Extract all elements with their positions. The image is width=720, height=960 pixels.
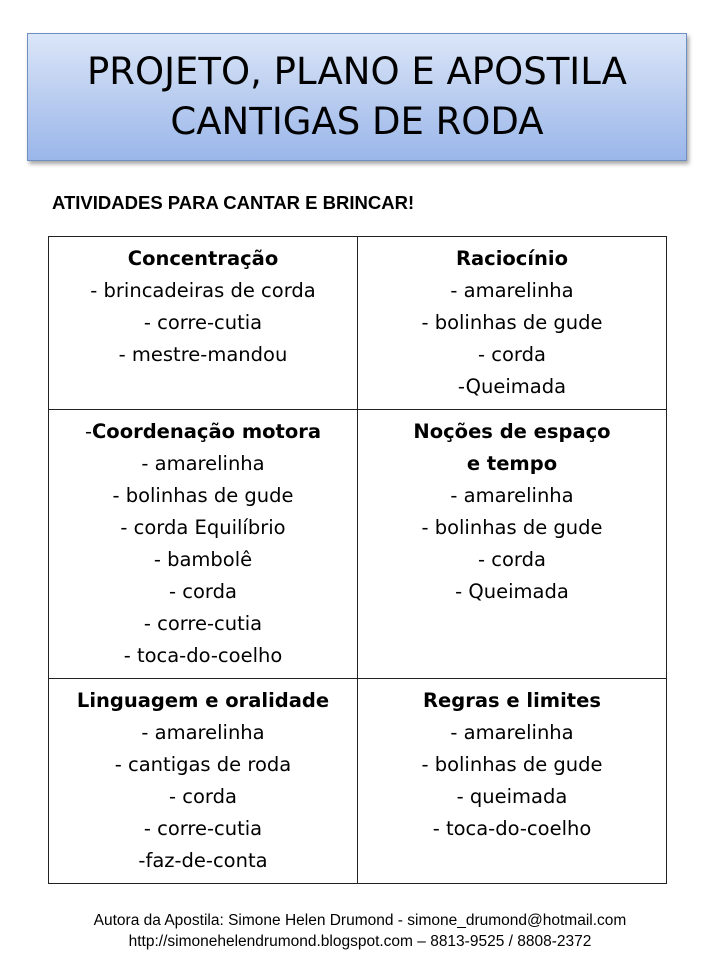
cell-raciocinio — [358, 237, 667, 410]
footer-contact: http://simonehelendrumond.blogspot.com – 8813-9525 / 8808-2372 — [128, 933, 592, 950]
list-item: - bolinhas de gude — [112, 484, 294, 507]
footer-credits — [0, 910, 720, 952]
page-title-line-2: CANTIGAS DE RODA — [170, 100, 544, 143]
list-item: - corda — [478, 343, 546, 366]
table-row — [49, 679, 667, 884]
activities-table — [48, 236, 667, 884]
cell-title — [55, 416, 351, 448]
list-item: -faz-de-conta — [138, 849, 268, 872]
list-item: - amarelinha — [450, 721, 574, 744]
cell-title: Concentração — [127, 247, 279, 270]
footer-author: Autora da Apostila: Simone Helen Drumond - simone_drumond@hotmail.com — [93, 912, 627, 929]
list-item: - amarelinha — [450, 279, 574, 302]
list-item: - corda — [169, 785, 237, 808]
list-item: - brincadeiras de corda — [90, 279, 316, 302]
list-item: - bolinhas de gude — [421, 311, 603, 334]
cell-concentracao — [49, 237, 358, 410]
list-item: - bambolê — [153, 548, 253, 571]
list-item: - bolinhas de gude — [421, 516, 603, 539]
list-item: - amarelinha — [141, 452, 265, 475]
cell-title: Noções de espaço e tempo — [413, 420, 611, 475]
list-item: - amarelinha — [141, 721, 265, 744]
list-item: - mestre-mandou — [118, 343, 288, 366]
list-item: - corre-cutia — [143, 817, 263, 840]
list-item: - Queimada — [455, 580, 569, 603]
list-item: - corda Equilíbrio — [120, 516, 286, 539]
table-row — [49, 410, 667, 679]
title-banner — [27, 33, 687, 161]
cell-coordenacao-motora — [49, 410, 358, 679]
cell-linguagem-oralidade — [49, 679, 358, 884]
list-item: - bolinhas de gude — [421, 753, 603, 776]
page-title-line-1: PROJETO, PLANO E APOSTILA — [87, 50, 627, 93]
cell-title: Raciocínio — [455, 247, 569, 270]
list-item: - corda — [478, 548, 546, 571]
list-item: - amarelinha — [450, 484, 574, 507]
cell-title-text: Coordenação motora — [91, 420, 322, 443]
table-row — [49, 237, 667, 410]
list-item: - queimada — [456, 785, 568, 808]
list-item: - corre-cutia — [143, 612, 263, 635]
cell-title: Regras e limites — [423, 689, 601, 712]
list-item: - toca-do-coelho — [432, 817, 592, 840]
section-heading: ATIVIDADES PARA CANTAR E BRINCAR! — [52, 192, 415, 213]
cell-nocoes-espaco-tempo — [358, 410, 667, 679]
list-item: -Queimada — [457, 375, 567, 398]
list-item: - cantigas de roda — [114, 753, 292, 776]
list-item: - corre-cutia — [143, 311, 263, 334]
cell-regras-limites — [358, 679, 667, 884]
list-item: - corda — [169, 580, 237, 603]
list-item: - toca-do-coelho — [123, 644, 283, 667]
title-prefix: - — [84, 420, 92, 443]
cell-title: Linguagem e oralidade — [76, 689, 330, 712]
